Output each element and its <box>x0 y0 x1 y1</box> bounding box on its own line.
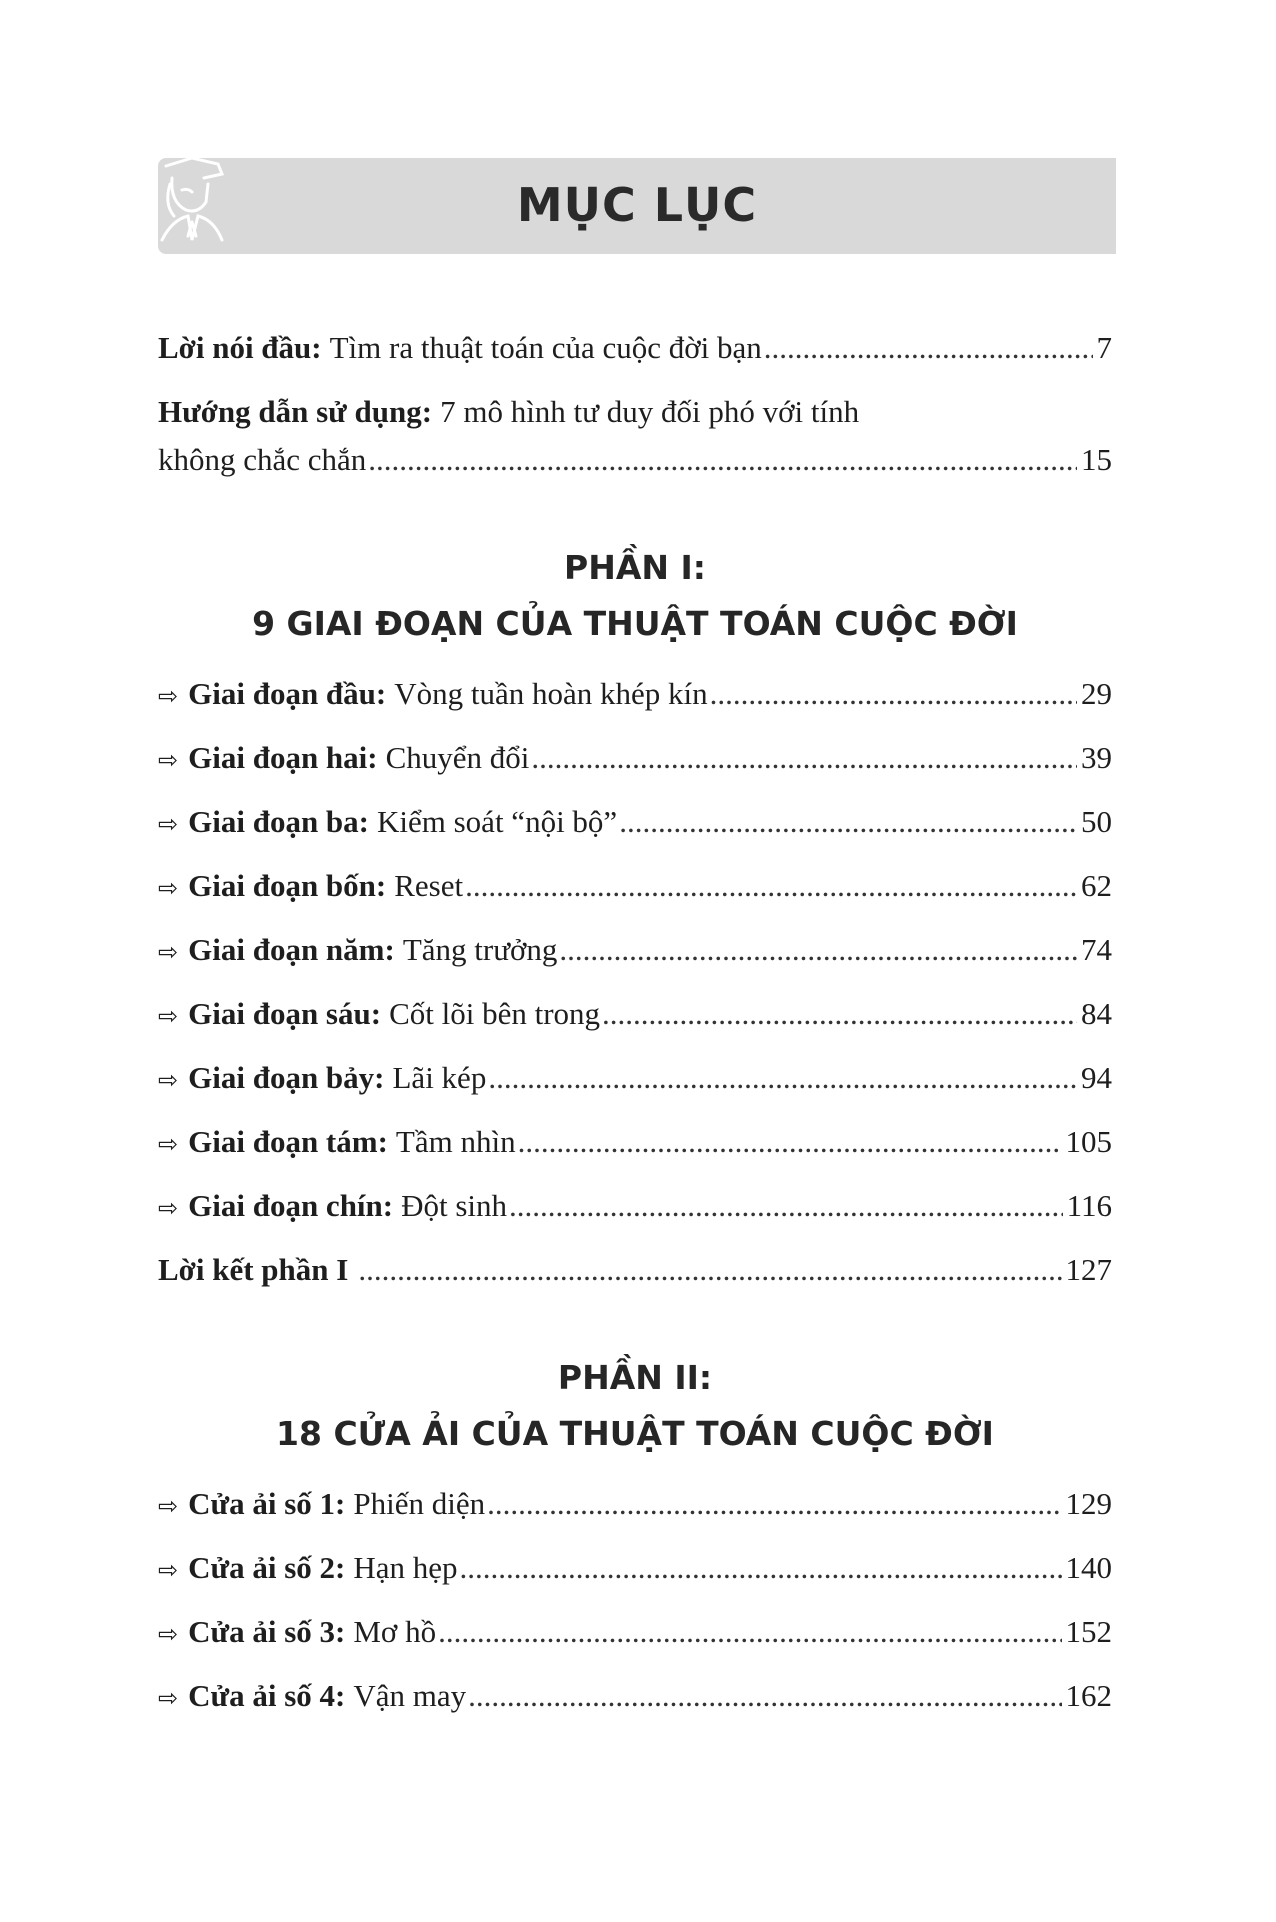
entry-text: Tìm ra thuật toán của cuộc đời bạn <box>329 330 762 365</box>
entry-label: Cửa ải số 4: <box>188 1678 346 1713</box>
part1-heading-line2: 9 GIAI ĐOẠN CỦA THUẬT TOÁN CUỘC ĐỜI <box>252 604 1018 643</box>
toc-entry[interactable] <box>158 672 1112 716</box>
entry-label: Cửa ải số 1: <box>188 1486 346 1521</box>
dot-leader <box>559 928 1077 972</box>
entry-label: Lời kết phần I <box>158 1252 349 1287</box>
part1-heading-line1: PHẦN I: <box>564 548 706 587</box>
entry-text: không chắc chắn <box>158 442 367 477</box>
entry-label: Giai đoạn đầu: <box>188 676 387 711</box>
entry-text: Lãi kép <box>392 1060 487 1095</box>
entry-text: 7 mô hình tư duy đối phó với tính <box>440 394 860 429</box>
dot-leader <box>764 326 1093 370</box>
dot-leader <box>368 438 1077 482</box>
toc-entry[interactable] <box>158 1120 1112 1164</box>
entry-text: Kiểm soát “nội bộ” <box>377 804 618 839</box>
part2-heading-line1: PHẦN II: <box>557 1358 713 1397</box>
toc-entry[interactable] <box>158 928 1112 972</box>
entry-label: Giai đoạn tám: <box>188 1124 388 1159</box>
dot-leader <box>488 1056 1077 1100</box>
page-number: 129 <box>1065 1486 1112 1521</box>
dot-leader <box>710 672 1077 716</box>
dot-leader <box>509 1184 1063 1228</box>
arrow-right-icon: ⇨ <box>158 682 179 710</box>
arrow-right-icon: ⇨ <box>158 1066 179 1094</box>
toc-entry[interactable] <box>158 1674 1112 1718</box>
dot-leader <box>460 1546 1062 1590</box>
page-number: 39 <box>1081 740 1112 775</box>
arrow-right-icon: ⇨ <box>158 938 179 966</box>
toc-entry[interactable] <box>158 800 1112 844</box>
toc-entry[interactable] <box>158 1610 1112 1654</box>
entry-text: Hạn hẹp <box>353 1550 458 1585</box>
entry-label: Cửa ải số 2: <box>188 1550 346 1585</box>
entry-label: Giai đoạn ba: <box>188 804 369 839</box>
arrow-right-icon: ⇨ <box>158 1556 179 1584</box>
toc-entry[interactable] <box>158 864 1112 908</box>
arrow-right-icon: ⇨ <box>158 746 179 774</box>
entry-label: Giai đoạn bốn: <box>188 868 387 903</box>
arrow-right-icon: ⇨ <box>158 1002 179 1030</box>
page-number: 140 <box>1065 1550 1112 1585</box>
arrow-right-icon: ⇨ <box>158 874 179 902</box>
entry-text: Vòng tuần hoàn khép kín <box>394 676 708 711</box>
entry-label: Cửa ải số 3: <box>188 1614 346 1649</box>
dot-leader <box>438 1610 1061 1654</box>
toc-entry-guide-line2[interactable] <box>158 438 1112 482</box>
entry-text: Tầm nhìn <box>395 1124 516 1159</box>
entry-text: Chuyển đổi <box>385 740 530 775</box>
dot-leader <box>518 1120 1062 1164</box>
entry-text: Phiến diện <box>353 1486 486 1521</box>
page-number: 62 <box>1081 868 1112 903</box>
page-number: 84 <box>1081 996 1112 1031</box>
entry-text: Tăng trưởng <box>402 932 558 967</box>
entry-text: Reset <box>394 868 464 903</box>
dot-leader <box>487 1482 1061 1526</box>
toc-entry[interactable] <box>158 1546 1112 1590</box>
entry-label: Giai đoạn chín: <box>188 1188 394 1223</box>
part2-heading-line2: 18 CỬA ẢI CỦA THUẬT TOÁN CUỘC ĐỜI <box>276 1414 994 1453</box>
page-number: 15 <box>1081 442 1112 477</box>
page-number: 74 <box>1081 932 1112 967</box>
dot-leader <box>465 864 1077 908</box>
entry-text: Đột sinh <box>401 1188 508 1223</box>
page-number: 116 <box>1066 1188 1112 1223</box>
page-number: 50 <box>1081 804 1112 839</box>
toc-entry-preface[interactable] <box>158 326 1112 370</box>
arrow-right-icon: ⇨ <box>158 1492 179 1520</box>
page-number: 94 <box>1081 1060 1112 1095</box>
arrow-right-icon: ⇨ <box>158 810 179 838</box>
entry-text: Vận may <box>353 1678 467 1713</box>
arrow-right-icon: ⇨ <box>158 1620 179 1648</box>
entry-label: Giai đoạn năm: <box>188 932 395 967</box>
entry-label: Hướng dẫn sử dụng: <box>158 394 433 429</box>
entry-label: Giai đoạn hai: <box>188 740 378 775</box>
toc-entry-guide-line1[interactable] <box>158 390 1112 434</box>
entry-label: Giai đoạn bảy: <box>188 1060 385 1095</box>
dot-leader <box>468 1674 1061 1718</box>
entry-label: Giai đoạn sáu: <box>188 996 382 1031</box>
page-title: MỤC LỤC <box>516 178 758 232</box>
toc-entry[interactable] <box>158 992 1112 1036</box>
entry-text: Mơ hồ <box>353 1614 437 1649</box>
arrow-right-icon: ⇨ <box>158 1194 179 1222</box>
entry-label: Lời nói đầu: <box>158 330 322 365</box>
dot-leader <box>619 800 1077 844</box>
toc-entry[interactable] <box>158 736 1112 780</box>
dot-leader <box>531 736 1077 780</box>
page-number: 127 <box>1065 1252 1112 1287</box>
dot-leader <box>602 992 1077 1036</box>
page-number: 162 <box>1065 1678 1112 1713</box>
arrow-right-icon: ⇨ <box>158 1130 179 1158</box>
page-number: 29 <box>1081 676 1112 711</box>
toc-entry[interactable] <box>158 1482 1112 1526</box>
page-number: 152 <box>1065 1614 1112 1649</box>
entry-text: Cốt lõi bên trong <box>389 996 601 1031</box>
page-number: 105 <box>1065 1124 1112 1159</box>
toc-entry-closing[interactable] <box>158 1248 1112 1292</box>
arrow-right-icon: ⇨ <box>158 1684 179 1712</box>
toc-entry[interactable] <box>158 1056 1112 1100</box>
page-number: 7 <box>1096 330 1112 365</box>
dot-leader <box>358 1248 1061 1292</box>
toc-entry[interactable] <box>158 1184 1112 1228</box>
